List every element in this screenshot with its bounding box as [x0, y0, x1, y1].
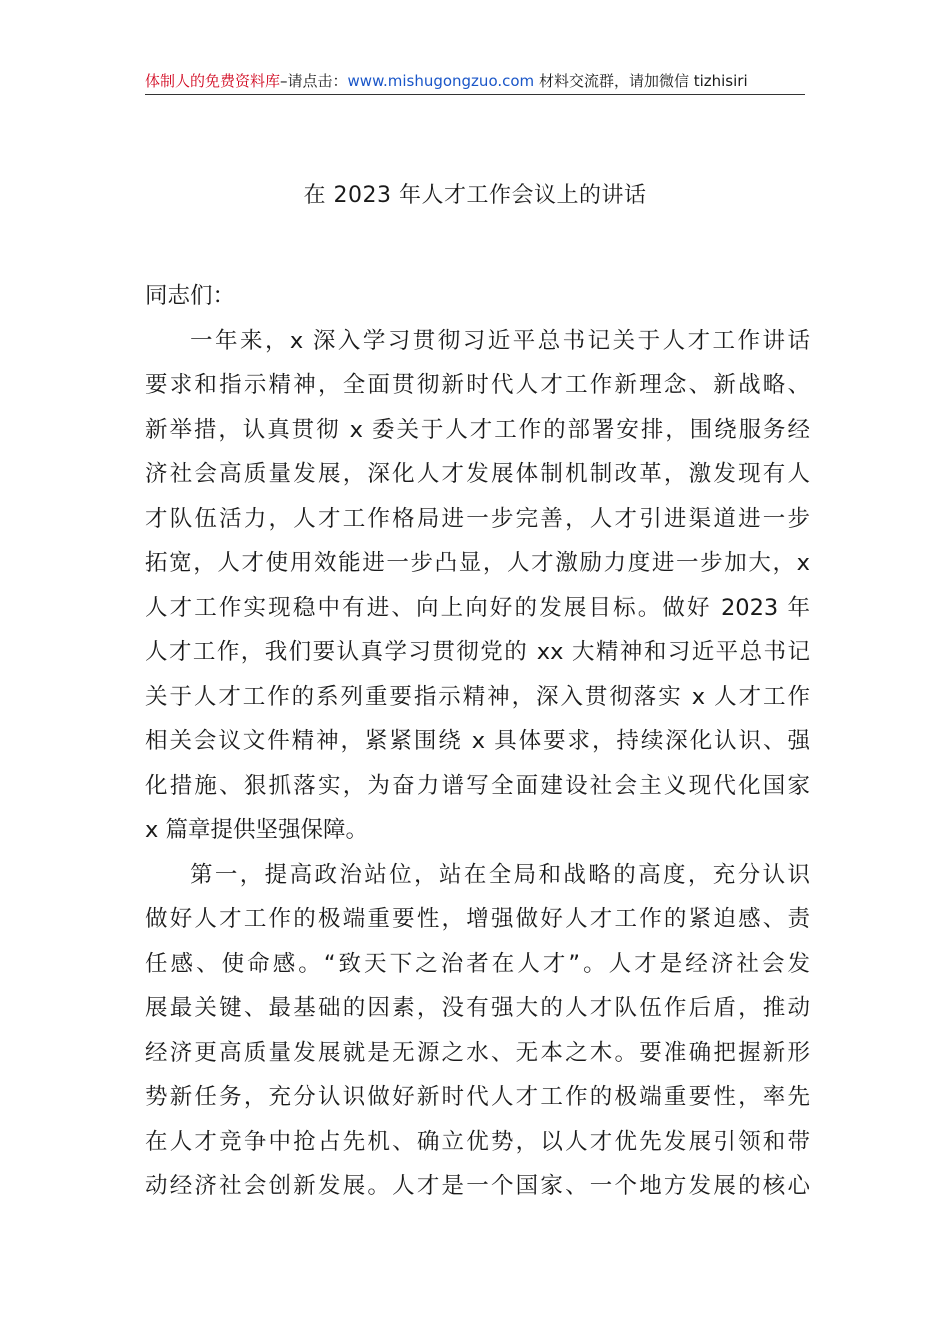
- text-line: 一年来，x 深入学习贯彻习近平总书记关于人才工作讲话: [190, 327, 810, 354]
- header-prompt: –请点击：: [280, 72, 348, 90]
- text-line: 在人才竞争中抢占先机、确立优势，以人才优先发展引领和带: [145, 1128, 810, 1155]
- text-line: 任感、使命感。“致天下之治者在人才”。人才是经济社会发: [145, 950, 810, 977]
- text-line: 新举措，认真贯彻 x 委关于人才工作的部署安排，围绕服务经: [145, 416, 810, 443]
- header-website-link[interactable]: www.mishugongzuo.com: [347, 72, 535, 90]
- paragraph-2: [145, 853, 810, 1209]
- text-line: 势新任务，充分认识做好新时代人才工作的极端重要性，率先: [145, 1084, 810, 1110]
- text-line: 才队伍活力，人才工作格局进一步完善，人才引进渠道进一步: [145, 505, 810, 532]
- text-line: 相关会议文件精神，紧紧围绕 x 具体要求，持续深化认识、强: [145, 728, 810, 754]
- header-brand: 体制人的免费资料库: [145, 72, 281, 90]
- text-line: 济社会高质量发展，深化人才发展体制机制改革，激发现有人: [145, 461, 810, 487]
- text-line: 化措施、狠抓落实，为奋力谱写全面建设社会主义现代化国家: [145, 772, 810, 799]
- salutation: 同志们：: [145, 283, 236, 309]
- page-header-banner: [145, 68, 805, 95]
- text-line: 动经济社会创新发展。人才是一个国家、一个地方发展的核心: [145, 1173, 810, 1199]
- header-contact: 材料交流群，请加微信 tizhisiri: [534, 72, 748, 90]
- text-line: 第一，提高政治站位，站在全局和战略的高度，充分认识: [190, 861, 810, 888]
- text-line: 经济更高质量发展就是无源之水、无本之木。要准确把握新形: [145, 1039, 810, 1066]
- text-line: 展最关键、最基础的因素，没有强大的人才队伍作后盾，推动: [145, 995, 810, 1021]
- document-body: [145, 274, 810, 1209]
- document-title: 在 2023 年人才工作会议上的讲话: [303, 183, 647, 208]
- text-line: 拓宽，人才使用效能进一步凸显，人才激励力度进一步加大，x: [145, 550, 810, 576]
- paragraph-1: [145, 319, 810, 853]
- text-line: 做好人才工作的极端重要性，增强做好人才工作的紧迫感、责: [145, 906, 810, 932]
- text-line: 人才工作实现稳中有进、向上向好的发展目标。做好 2023 年: [145, 594, 810, 621]
- text-line: 要求和指示精神，全面贯彻新时代人才工作新理念、新战略、: [145, 372, 810, 398]
- text-line: 关于人才工作的系列重要指示精神，深入贯彻落实 x 人才工作: [145, 683, 810, 710]
- text-line: x 篇章提供坚强保障。: [145, 817, 368, 843]
- text-line: 人才工作，我们要认真学习贯彻党的 xx 大精神和习近平总书记: [145, 639, 810, 665]
